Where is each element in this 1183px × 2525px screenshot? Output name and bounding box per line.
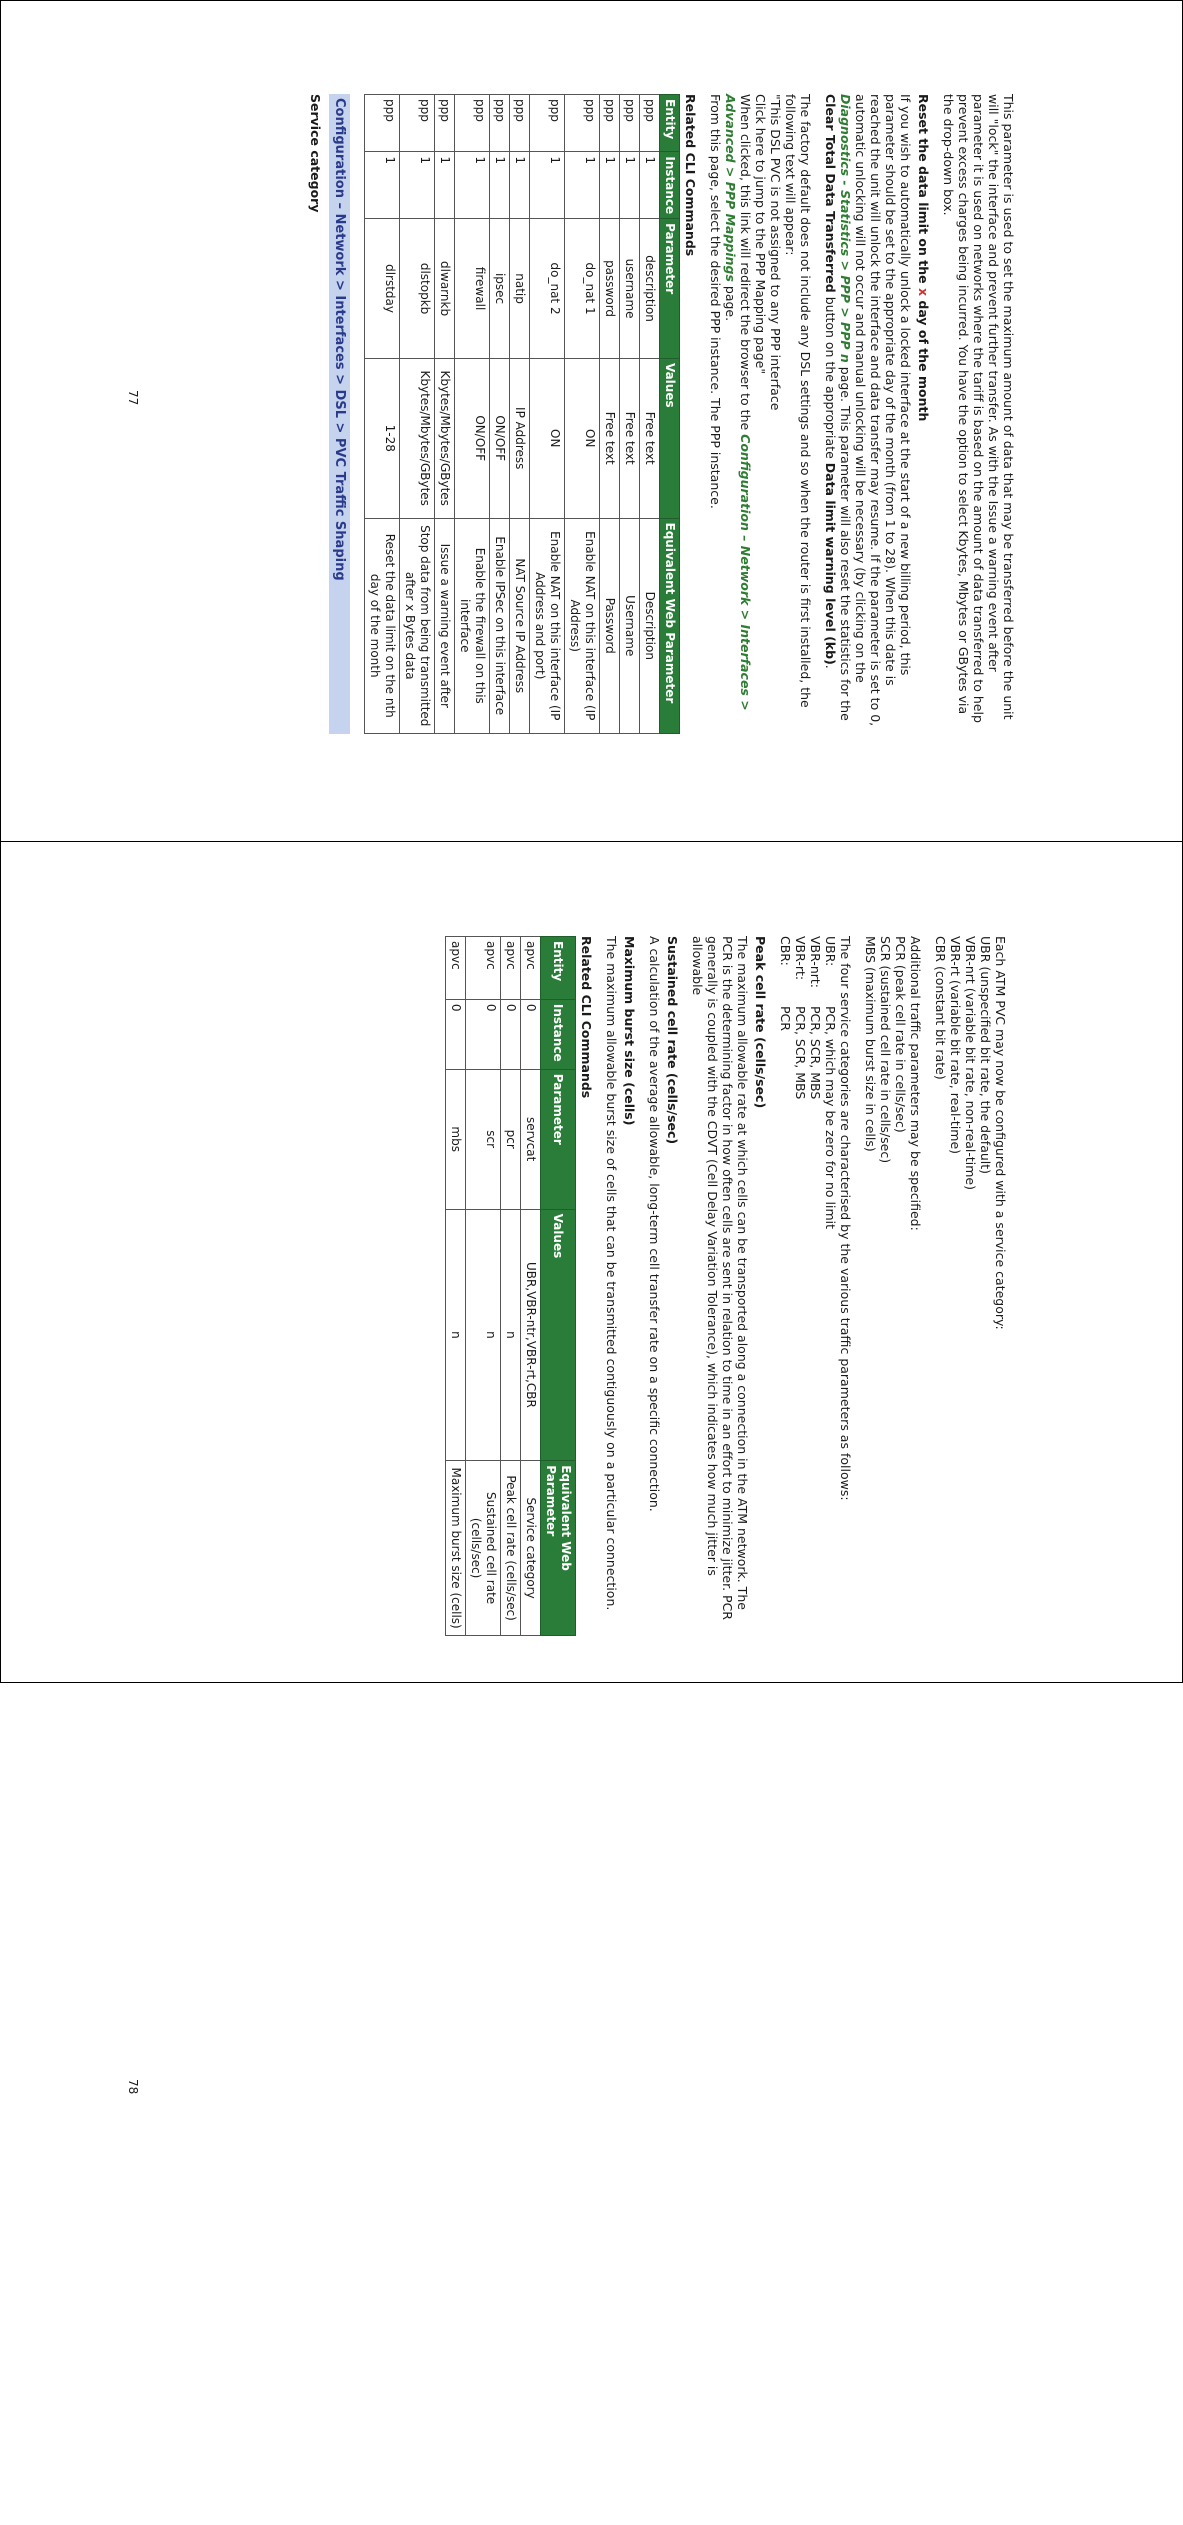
params-block: Additional traffic parameters may be specified: PCR (peak cell rate in cells/sec) SCR (sustained cell rate in cells/sec) MBS (maximum burst size in cells) [863,936,923,1231]
diagnostics-link[interactable]: Diagnostics - Statistics > PPP > PPP n [838,94,853,363]
table-cell: ipsec [490,219,510,359]
table-cell: ppp [400,95,435,152]
table-row [446,937,466,1636]
table-cell: servcat [521,1069,541,1209]
table-cell: ppp [530,95,565,152]
table-cell: description [640,219,660,359]
table-cell: Free text [640,358,660,518]
page-number: 77 [126,390,140,406]
cli-heading-78: Related CLI Commands [579,936,594,1099]
pcr-paragraph: The maximum allowable rate at which cells can be transported along a connection in the ATM network. The PCR is the determining factor in how often cells are sent in relation to time in an effort to minimize jitter. PCR generally is coupled with the CDVT (Cell Delay Variation Tolerance), which indicates how much jitter is allowable [690,936,750,1620]
table-row [565,95,600,734]
table-cell: dlwarnkb [435,219,455,359]
page-78 [0,842,1183,2525]
page-77-content [305,94,1016,734]
table-cell: do_nat 1 [565,219,600,359]
table-cell: apvc [521,937,541,1000]
table-cell: ON [565,358,600,518]
table-cell: Reset the data limit on the nth day of the month [365,518,400,734]
table-cell: 1 [510,152,530,219]
page-78-content [431,936,1008,1636]
table-cell: ON [530,358,565,518]
table-cell: UBR,VBR-ntr,VBR-rt,CBR [521,1209,541,1461]
table-cell: 0 [446,999,466,1069]
table-row [501,937,521,1636]
mbs-paragraph: The maximum allowable burst size of cells that can be transmitted contiguously on a particular connection. [604,936,619,1611]
table-cell: firewall [455,219,490,359]
page-number-78: 78 [126,2079,140,2095]
table-row [600,95,620,734]
table-cell: 1 [400,152,435,219]
cli-table [364,94,680,734]
table-row [365,95,400,734]
table-header: Parameter [660,219,680,359]
table-cell: natip [510,219,530,359]
table-row [620,95,640,734]
table-cell: ppp [455,95,490,152]
table-cell: ppp [640,95,660,152]
table-cell: ON/OFF [455,358,490,518]
category-block: Each ATM PVC may now be configured with a service category: UBR (unspecified bit rate, the default) VBR-nrt (variable bit rate, non-real-time) VBR-rt (variable bit rate, real-time) CBR (constant bit rate) [933,936,1008,1330]
table-row [530,95,565,734]
table-row [435,95,455,734]
table-row [510,95,530,734]
table-cell: apvc [466,937,501,1000]
table-cell: NAT Source IP Address [510,518,530,734]
table-cell: ppp [435,95,455,152]
table-cell: Issue a warning event after [435,518,455,734]
table-header: Instance [660,152,680,219]
table-cell: Sustained cell rate (cells/sec) [466,1461,501,1636]
table-cell: ppp [490,95,510,152]
table-cell: mbs [446,1069,466,1209]
table-cell: ppp [620,95,640,152]
table-cell: Enable IPSec on this interface [490,518,510,734]
table-cell: apvc [501,937,521,1000]
table-header: Instance [541,999,576,1069]
table-cell: 1 [365,152,400,219]
table-cell: Service category [521,1461,541,1636]
table-cell: Enable NAT on this interface (IP Address and port) [530,518,565,734]
table-cell: 1 [565,152,600,219]
table-cell: 1 [640,152,660,219]
table-cell: 0 [501,999,521,1069]
table-row [640,95,660,734]
table-cell: 1 [620,152,640,219]
four-categories-block: The four service categories are characterised by the various traffic parameters as follows: UBR:PCR, which may be zero for no limit VBR-nrt:PCR, SCR, MBS VBR-rt:PCR, SCR, MBS CBR:PCR [778,936,853,1501]
table-cell: 1 [490,152,510,219]
table-row [490,95,510,734]
table-cell: n [501,1209,521,1461]
table-cell: pcr [501,1069,521,1209]
table-cell: 1 [455,152,490,219]
factory-paragraph: The factory default does not include any DSL settings and so when the router is first installed, the following text will appear: "This DSL PVC is not assigned to any PPP interface Click here to jump to the PPP Mapping page" When clicked, this link will redirect the browser to the Configuration – Network > Interfaces > Advanced > PPP Mappings page. From this page, select the desired PPP instance. The PPP instance. [708,94,813,711]
table-cell: scr [466,1069,501,1209]
cli-heading: Related CLI Commands [683,94,698,257]
table-cell: Username [620,518,640,734]
table-cell: password [600,219,620,359]
table-cell: 0 [466,999,501,1069]
table-cell: Password [600,518,620,734]
table-header: Values [541,1209,576,1461]
cli-table-78 [445,936,576,1636]
table-cell: ppp [510,95,530,152]
table-cell: ON/OFF [490,358,510,518]
table-cell: Free text [600,358,620,518]
table-cell: IP Address [510,358,530,518]
pcr-heading: Peak cell rate (cells/sec) [753,936,768,1109]
table-cell: dlrstday [365,219,400,359]
table-cell: Stop data from being transmitted after x Bytes data [400,518,435,734]
table-header: Entity [660,95,680,152]
table-cell: Maximum burst size (cells) [446,1461,466,1636]
reset-paragraph: If you wish to automatically unlock a locked interface at the start of a new billing period, this parameter should be set to the appropriate day of the month (from 1 to 28). When this date is reached the unit will unlock the interface and data transfer may resume. If the parameter is set to 0, automatic unlocking will not occur and manual unlocking will be necessary (by clicking on the Diagnostics - Statistics > PPP > PPP n page. This parameter will also reset the statistics for the Clear Total Data Transferred button on the appropriate Data limit warning level (kb). [823,94,913,727]
table-cell: ppp [565,95,600,152]
table-header: Equivalent Web Parameter [541,1461,576,1636]
table-cell: dlstopkb [400,219,435,359]
table-cell: 1-28 [365,358,400,518]
table-header: Values [660,358,680,518]
table-cell: 1 [600,152,620,219]
table-cell: 1 [530,152,565,219]
intro-paragraph: This parameter is used to set the maximum amount of data that may be transferred before the unit will "lock" the interface and prevent further transfer. As with the Issue a warning event after parameter it is used on networks where the tariff is based on the amount of data transferred to help prevent excess charges being incurred. You have the option to select Kbytes, Mbytes or GBytes via the drop-down box. [941,94,1016,723]
table-cell: Kbytes/Mbytes/GBytes [400,358,435,518]
table-cell: 0 [521,999,541,1069]
service-category-heading: Service category [308,94,323,213]
table-cell: Peak cell rate (cells/sec) [501,1461,521,1636]
table-header: Equivalent Web Parameter [660,518,680,734]
table-cell: Free text [620,358,640,518]
table-cell: ppp [365,95,400,152]
ppp-mappings-link[interactable]: Configuration – Network > Interfaces > Advanced > PPP Mappings [723,94,753,711]
table-row [521,937,541,1636]
table-cell: 1 [435,152,455,219]
table-cell: Description [640,518,660,734]
table-cell: Enable NAT on this interface (IP Address) [565,518,600,734]
reset-heading: Reset the data limit on the x day of the month [916,94,931,422]
table-cell: Kbytes/Mbytes/GBytes [435,358,455,518]
scr-heading: Sustained cell rate (cells/sec) [665,936,680,1145]
table-cell: ppp [600,95,620,152]
table-row [466,937,501,1636]
scr-paragraph: A calculation of the average allowable, long-term cell transfer rate on a specific connection. [647,936,662,1512]
table-cell: username [620,219,640,359]
table-header: Entity [541,937,576,1000]
section-title: Configuration – Network > Interfaces > DSL > PVC Traffic Shaping [329,94,350,734]
table-row [455,95,490,734]
table-cell: apvc [446,937,466,1000]
table-header: Parameter [541,1069,576,1209]
table-cell: Enable the firewall on this interface [455,518,490,734]
mbs-heading: Maximum burst size (cells) [622,936,637,1126]
table-row [400,95,435,734]
table-cell: n [466,1209,501,1461]
table-cell: do_nat 2 [530,219,565,359]
table-cell: n [446,1209,466,1461]
